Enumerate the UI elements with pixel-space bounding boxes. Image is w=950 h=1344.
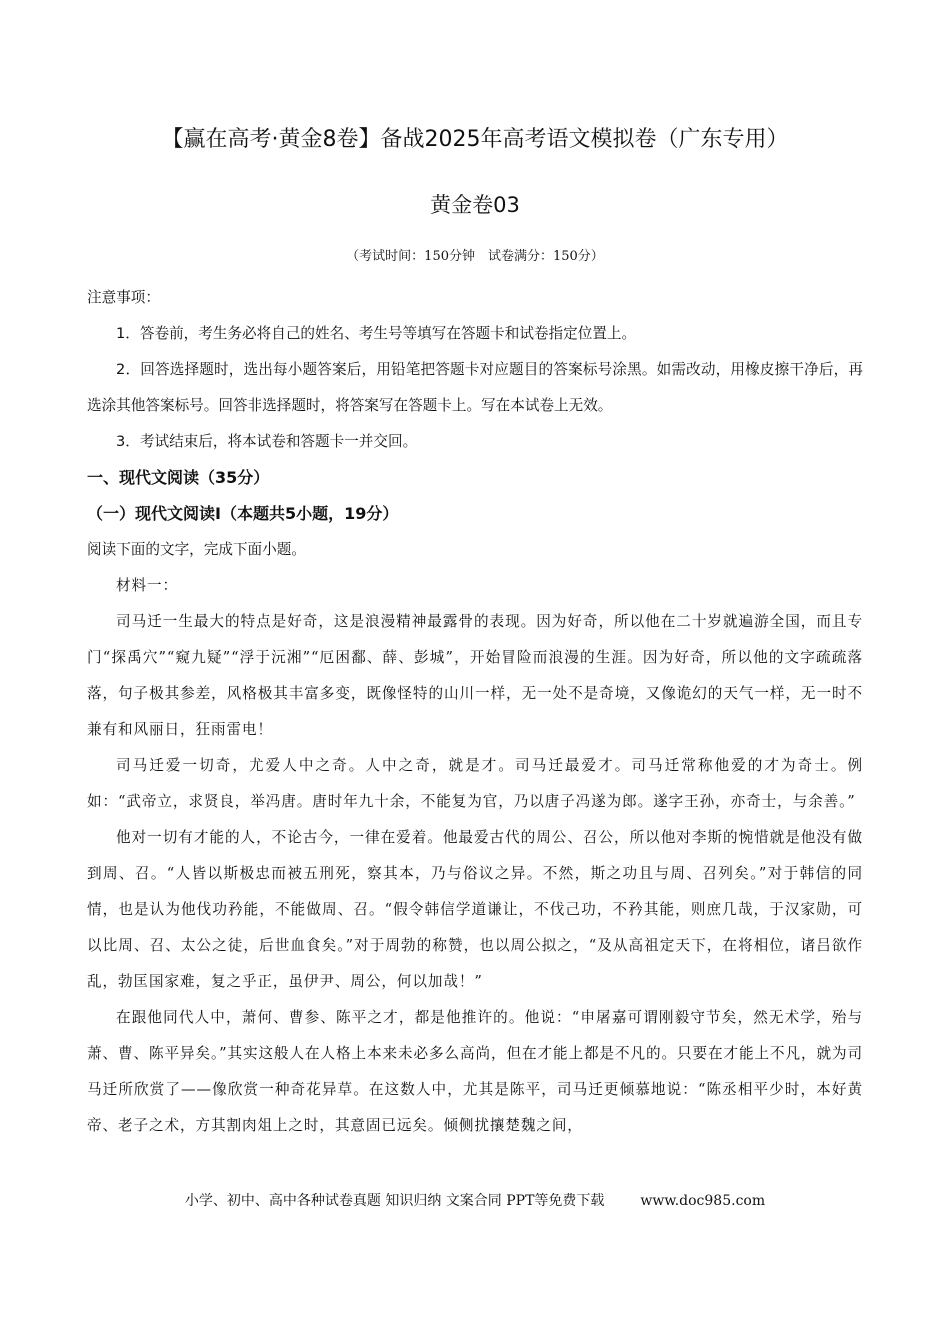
- section-subheading: （一）现代文阅读Ⅰ（本题共5小题，19分）: [87, 504, 399, 523]
- passage-paragraph: 他对一切有才能的人，不论古今，一律在爱着。他最爱古代的周公、召公，所以他对李斯的惋惜就是他没有做到周、召。“人皆以斯极忠而被五刑死，察其本，乃与俗议之异。不然，斯之功且与周、召列矣。”对于韩信的同情，也是认为他伐功矜能，不能做周、召。“假令韩信学道谦让，不伐己功，不矜其能，则庶几哉，于汉家勋，可以比周、召、太公之徒，后世血食矣。”对于周勃的称赞，也以周公拟之，“及从高祖定天下，在将相位，诸吕欲作乱，勃匡国家难，复之乎正，虽伊尹、周公，何以加哉！”: [87, 829, 863, 990]
- material-label: 材料一：: [116, 577, 178, 594]
- passage-paragraph: 司马迁爱一切奇，尤爱人中之奇。人中之奇，就是才。司马迁最爱才。司马迁常称他爱的才为奇士。例如：“武帝立，求贤良，举冯唐。唐时年九十余，不能复为官，乃以唐子冯遂为郎。遂字王孙，亦奇士，与余善。”: [87, 757, 863, 810]
- exam-info: （考试时间：150分钟 试卷满分：150分）: [346, 249, 604, 264]
- section-heading: 一、现代文阅读（35分）: [87, 468, 270, 487]
- footer-text: 小学、初中、高中各种试卷真题 知识归纳 文案合同 PPT等免费下载: [184, 1193, 605, 1209]
- page-subtitle: 黄金卷03: [430, 193, 520, 217]
- document-body: [87, 280, 863, 1144]
- note-item-1: 1．答卷前，考生务必将自己的姓名、考生号等填写在答题卡和试卷指定位置上。: [116, 325, 637, 342]
- footer-url[interactable]: www.doc985.com: [640, 1193, 766, 1209]
- note-item-3: 3．考试结束后，将本试卷和答题卡一并交回。: [116, 433, 418, 450]
- notes-heading: 注意事项：: [87, 289, 160, 306]
- page-title: 【赢在高考·黄金8卷】备战2025年高考语文模拟卷（广东专用）: [161, 127, 789, 152]
- note-item-2: 2．回答选择题时，选出每小题答案后，用铅笔把答题卡对应题目的答案标号涂黑。如需改动，用橡皮擦干净后，再选涂其他答案标号。回答非选择题时，将答案写在答题卡上。写在本试卷上无效。: [87, 361, 863, 414]
- passage-paragraph: 在跟他同代人中，萧何、曹参、陈平之才，都是他推许的。他说：“申屠嘉可谓刚毅守节矣，然无术学，殆与萧、曹、陈平异矣。”其实这般人在人格上本来未必多么高尚，但在才能上都是不凡的。只要在才能上不凡，就为司马迁所欣赏了——像欣赏一种奇花异草。在这数人中，尤其是陈平，司马迁更倾慕地说：“陈丞相平少时，本好黄帝、老子之术，方其割肉俎上之时，其意固已远矣。倾侧扰攘楚魏之间，: [87, 1009, 863, 1134]
- passage-paragraph: 司马迁一生最大的特点是好奇，这是浪漫精神最露骨的表现。因为好奇，所以他在二十岁就遍游全国，而且专门“探禹穴”“窥九疑”“浮于沅湘”“厄困鄱、薛、彭城”，开始冒险而浪漫的生涯。因为好奇，所以他的文字疏疏落落，句子极其参差，风格极其丰富多变，既像怪特的山川一样，无一处不是奇境，又像诡幻的天气一样，无一时不兼有和风丽日，狂雨雷电！: [87, 613, 863, 738]
- reading-instruction: 阅读下面的文字，完成下面小题。: [87, 541, 306, 558]
- page-footer: [0, 1190, 950, 1210]
